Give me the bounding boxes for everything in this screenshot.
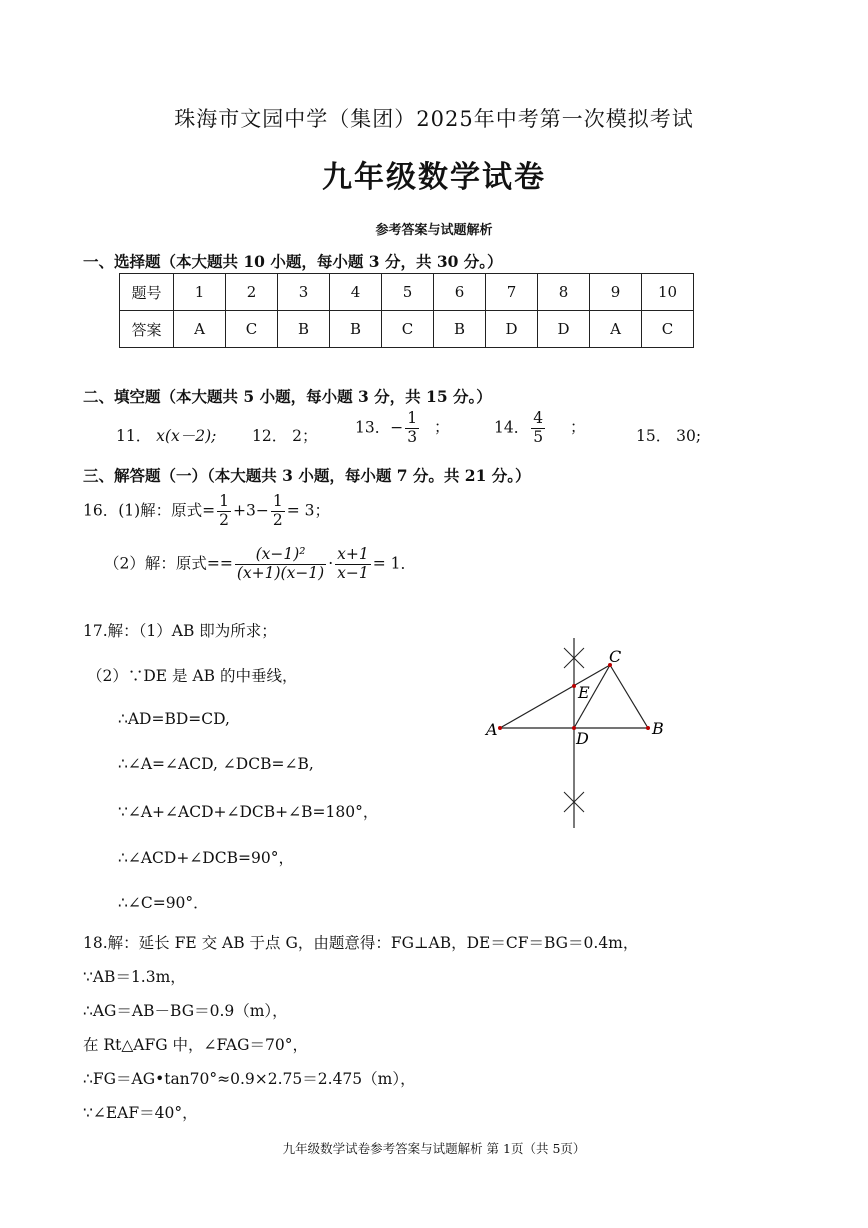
question-number: 3 (278, 274, 330, 311)
fraction-numerator: (x−1)² (235, 546, 326, 565)
fraction (335, 546, 371, 583)
fraction-numerator: 1 (407, 409, 418, 427)
answer-cell: D (538, 311, 590, 348)
question-number: 9 (590, 274, 642, 311)
q16-p2-dot: · (328, 554, 334, 573)
answer-14 (494, 410, 586, 447)
q12-answer: 2； (292, 427, 318, 445)
fraction (217, 493, 231, 530)
label-b: B (652, 719, 664, 738)
q16-p1-mid: +3− (233, 501, 269, 520)
q17-line1: 17.解：（1）AB 即为所求； (83, 622, 277, 640)
q18-line2: ∵AB＝1.3m， (83, 968, 186, 986)
question-number: 8 (538, 274, 590, 311)
table-row (120, 311, 694, 348)
question-number: 4 (330, 274, 382, 311)
section2-heading: 二、填空题（本大题共 5 小题，每小题 3 分，共 15 分。） (83, 387, 492, 406)
answer-11 (116, 424, 216, 446)
question-number: 7 (486, 274, 538, 311)
question-number: 5 (382, 274, 434, 311)
answer-cell: C (382, 311, 434, 348)
fraction-numerator: 1 (272, 492, 283, 510)
q14-number: 14． (494, 418, 530, 437)
fraction-denominator: x−1 (337, 563, 369, 582)
answer-cell: B (278, 311, 330, 348)
q15-number: 15． (636, 427, 672, 445)
q16-p1-label: 16．(1)解：原式= (83, 501, 216, 520)
answer-cell: C (226, 311, 278, 348)
question-number: 10 (642, 274, 694, 311)
q18-line1: 18.解：延长 FE 交 AB 于点 G，由题意得：FG⊥AB，DE＝CF＝BG＝0.4m， (83, 934, 639, 952)
answer-13 (355, 410, 450, 447)
question-number: 1 (174, 274, 226, 311)
question-number: 6 (434, 274, 486, 311)
fraction (271, 493, 285, 530)
answer-cell: A (174, 311, 226, 348)
q13-number: 13． (355, 418, 391, 437)
answer-cell: A (590, 311, 642, 348)
answer-cell: C (642, 311, 694, 348)
fraction-denominator: 3 (407, 427, 418, 446)
q13-fraction (405, 410, 419, 447)
q15-answer: 30; (676, 427, 702, 445)
q17-line4: ∴∠A=∠ACD, ∠DCB=∠B, (118, 755, 314, 773)
segment-ac (500, 665, 610, 728)
answer-cell: D (486, 311, 538, 348)
label-c: C (609, 647, 622, 666)
fraction-numerator: 4 (533, 409, 544, 427)
geometry-figure (480, 630, 680, 835)
answer-cell: B (330, 311, 382, 348)
q18-line6: ∵∠EAF＝40°， (83, 1104, 198, 1122)
page-title: 九年级数学试卷 (322, 160, 546, 195)
q14-tail: ； (570, 418, 586, 437)
q11-number: 11． (116, 427, 152, 445)
section1-heading: 一、选择题（本大题共 10 小题，每小题 3 分，共 30 分。） (83, 252, 503, 271)
q18-line3: ∴AG＝AB－BG＝0.9（m）， (83, 1002, 288, 1020)
q17-line5: ∵∠A+∠ACD+∠DCB+∠B=180°， (118, 803, 379, 821)
point-e (572, 684, 576, 688)
q16-p1-tail: = 3； (286, 501, 331, 520)
q16-p2-tail: = 1． (372, 554, 417, 573)
q13-sign: − (390, 418, 404, 437)
fraction-numerator: 1 (219, 492, 230, 510)
row-label-question: 题号 (120, 274, 174, 311)
answer-cell: B (434, 311, 486, 348)
point-b (646, 726, 650, 730)
q17-line3: ∴AD=BD=CD, (118, 710, 230, 728)
q12-number: 12． (252, 427, 288, 445)
q17-line6: ∴∠ACD+∠DCB=90°， (118, 849, 294, 867)
school-heading: 珠海市文园中学（集团）2025年中考第一次模拟考试 (174, 107, 694, 131)
question-number: 2 (226, 274, 278, 311)
row-label-answer: 答案 (120, 311, 174, 348)
q18-line5: ∴FG＝AG•tan70°≈0.9×2.75＝2.475（m）， (83, 1070, 416, 1088)
segment-cb (610, 665, 648, 728)
fraction (235, 546, 326, 583)
fraction-numerator: x+1 (337, 545, 369, 563)
label-a: A (486, 720, 498, 739)
label-d: D (576, 729, 589, 748)
q13-tail: ； (434, 418, 450, 437)
q11-answer: x(x－2); (156, 427, 217, 445)
q18-line4: 在 Rt△AFG 中，∠FAG＝70°， (83, 1036, 308, 1054)
answer-12 (252, 424, 318, 446)
table-row (120, 274, 694, 311)
page-footer: 九年级数学试卷参考答案与试题解析 第 1页（共 5页） (282, 1141, 586, 1156)
fraction-denominator: 2 (219, 510, 230, 529)
answer-15 (636, 424, 701, 446)
q16-part1 (83, 493, 330, 530)
q17-line7: ∴∠C=90°． (118, 894, 209, 912)
page-subtitle: 参考答案与试题解析 (375, 223, 493, 238)
point-a (498, 726, 502, 730)
q16-part2 (104, 546, 416, 583)
label-e: E (578, 683, 590, 702)
fraction-denominator: (x+1)(x−1) (236, 563, 325, 582)
q16-p2-label: （2）解：原式== (104, 554, 233, 573)
fraction-denominator: 5 (533, 427, 544, 446)
q17-line2: （2）∵DE 是 AB 的中垂线， (87, 667, 298, 685)
q14-fraction (531, 410, 545, 447)
fraction-denominator: 2 (272, 510, 283, 529)
section3-heading: 三、解答题（一）（本大题共 3 小题，每小题 7 分。共 21 分。） (83, 466, 531, 485)
answer-table (119, 273, 694, 348)
